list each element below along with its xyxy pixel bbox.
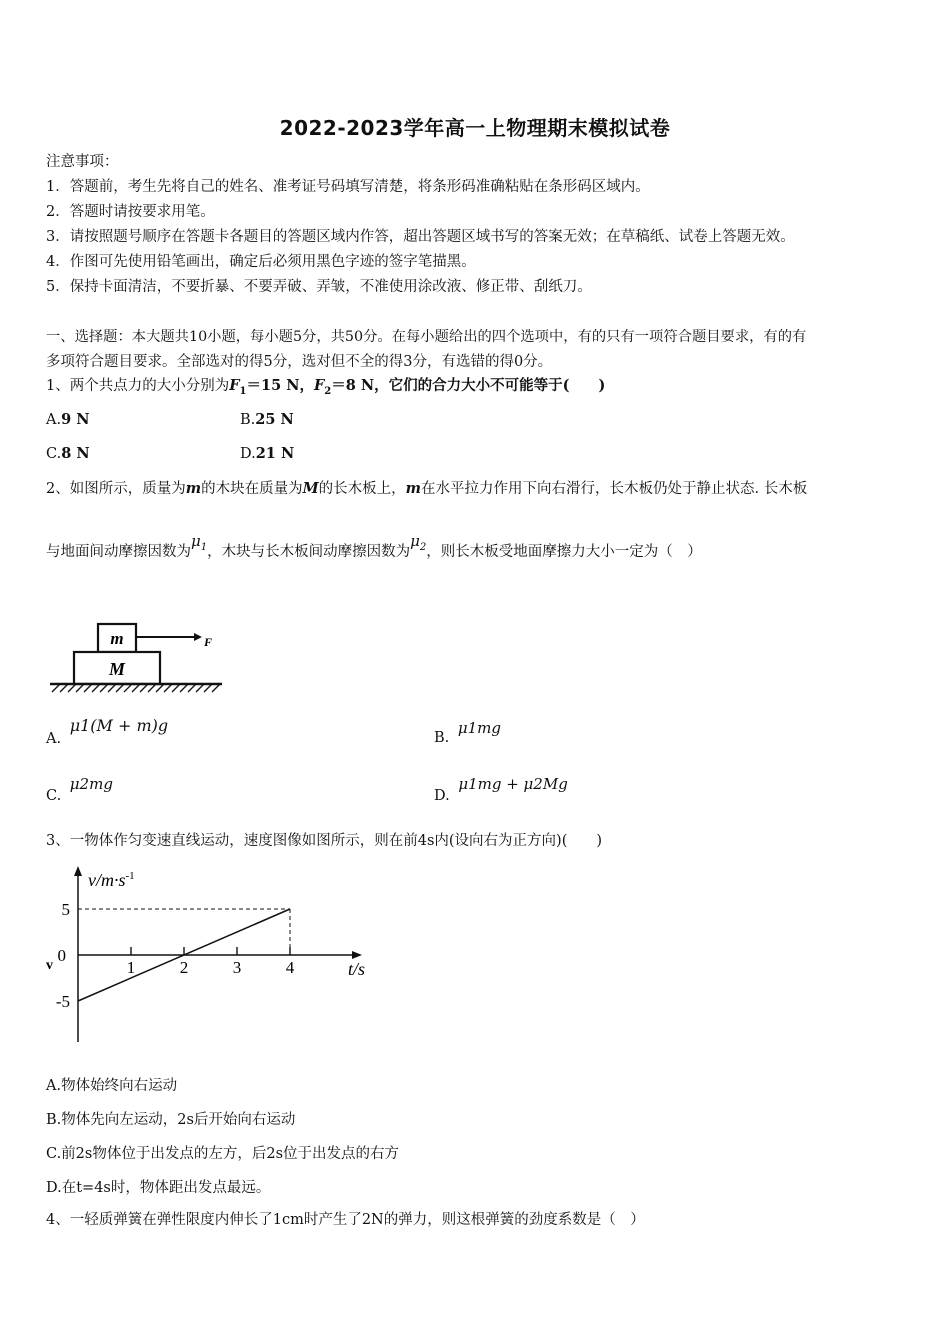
q2-text-d: 在水平拉力作用下向右滑行，长木板仍处于静止状态. 长木板 — [420, 481, 808, 497]
q2-option-d[interactable] — [434, 775, 568, 804]
question-3-stem: 3、一物体作匀变速直线运动，速度图像如图所示，则在前4s内(设向右为正方向)( ) — [46, 833, 603, 849]
q2-mu2 — [410, 532, 427, 553]
q3-option-a[interactable]: A.物体始终向右运动 — [46, 1078, 178, 1094]
q1-option-b-text: 25 N — [255, 411, 294, 428]
question-2-stem-line-1 — [46, 479, 807, 499]
q1-option-b[interactable] — [240, 411, 294, 428]
q1-option-c-letter: C. — [46, 446, 62, 462]
q2-mass-m-2: m — [405, 480, 421, 497]
y-axis-label: $v/m\cdot s^{-1}$ — [88, 870, 135, 890]
q1-prefix: 1、两个共点力的大小分别为 — [46, 378, 230, 394]
x-axis-label: t/s — [348, 959, 366, 979]
q2-option-b-expr: μ1mg — [457, 719, 501, 737]
x-tick-label-2: 2 — [179, 958, 189, 977]
q1-option-c-text: 8 N — [61, 445, 90, 462]
y-tick-label-5: 5 — [61, 900, 70, 919]
q3-option-b[interactable]: B.物体先向左运动，2s后开始向右运动 — [46, 1112, 296, 1128]
q2-option-c-letter: C. — [46, 788, 62, 804]
q2-option-a[interactable] — [46, 716, 169, 747]
q1-option-d[interactable] — [240, 445, 294, 462]
q2-mu1-sub: 1 — [200, 542, 208, 553]
force-arrow-head — [194, 633, 202, 641]
q1-option-a-letter: A. — [46, 412, 62, 428]
q2-text-e: 与地面间动摩擦因数为 — [46, 544, 191, 560]
page-title: 2022-2023学年高一上物理期末模拟试卷 — [279, 116, 671, 140]
q2-mu1 — [191, 532, 208, 553]
notice-item-1: 1．答题前，考生先将自己的姓名、准考证号码填写清楚，将条形码准确粘贴在条形码区域内。 — [46, 179, 650, 195]
q2-option-a-expr: μ1(M + m)g — [69, 716, 169, 735]
q2-text-a: 2、如图所示，质量为 — [46, 481, 186, 497]
q1-f1: F — [229, 377, 240, 394]
q2-text-c: 的长木板上， — [318, 481, 406, 497]
y-tick-label--5: -5 — [55, 992, 70, 1011]
notice-heading: 注意事项： — [46, 154, 119, 170]
q1-f2-value: ＝8 N，它们的合力大小不可能等于( ) — [331, 377, 606, 394]
ground-hatching — [52, 684, 220, 692]
q1-option-b-letter: B. — [240, 412, 256, 428]
q1-f2: F — [313, 377, 325, 394]
notice-item-2: 2．答题时请按要求用笔。 — [46, 204, 215, 220]
y-tick-label-0: 0 — [57, 946, 66, 965]
q2-mu2-symbol: μ — [410, 532, 420, 550]
q2-blocks-figure — [46, 618, 228, 696]
q2-mu2-sub: 2 — [419, 542, 427, 553]
question-1-stem — [46, 376, 605, 402]
q2-option-b-letter: B. — [434, 730, 450, 746]
q2-option-d-expr: μ1mg + μ2Mg — [458, 775, 568, 793]
q1-option-c[interactable] — [46, 445, 90, 462]
x-tick-label-3: 3 — [232, 958, 242, 977]
q2-option-a-letter: A. — [46, 731, 62, 747]
y-axis-arrow — [74, 866, 82, 876]
question-2-stem-line-2 — [46, 532, 702, 568]
q3-option-d[interactable]: D.在t=4s时，物体距出发点最远。 — [46, 1180, 271, 1196]
q2-text-g: ，则长木板受地面摩擦力大小一定为（ ） — [426, 544, 702, 560]
q1-f2-sub: 2 — [324, 385, 332, 397]
notice-item-4: 4．作图可先使用铅笔画出，确定后必须用黑色字迹的签字笔描黑。 — [46, 254, 476, 270]
q2-mass-m: m — [185, 480, 202, 497]
q2-text-f: ，木块与长木板间动摩擦因数为 — [207, 544, 411, 560]
section-intro-line-1: 一、选择题：本大题共10小题，每小题5分，共50分。在每小题给出的四个选项中，有的只有一项符合题目要求，有的有 — [46, 329, 807, 345]
small-block-label: m — [110, 629, 124, 648]
x-tick-label-1: 1 — [126, 958, 136, 977]
q2-option-c[interactable] — [46, 775, 113, 804]
q3-velocity-time-chart — [40, 862, 380, 1044]
x-axis-arrow — [352, 951, 362, 959]
x-tick-label-4: 4 — [285, 958, 295, 977]
large-block-label: M — [108, 659, 126, 679]
q2-option-d-letter: D. — [434, 788, 450, 804]
v-side-label: v — [46, 958, 53, 973]
q2-mass-M: M — [302, 480, 319, 497]
section-intro-line-2: 多项符合题目要求。全部选对的得5分，选对但不全的得3分，有选错的得0分。 — [46, 354, 553, 370]
q1-option-a-text: 9 N — [61, 411, 90, 428]
q1-option-d-text: 21 N — [255, 445, 295, 462]
force-label: F — [204, 635, 213, 649]
q1-f1-sub: 1 — [239, 385, 247, 397]
notice-item-5: 5．保持卡面清洁，不要折暴、不要弄破、弄皱，不准使用涂改液、修正带、刮纸刀。 — [46, 279, 592, 295]
q2-option-b[interactable] — [434, 719, 501, 746]
q1-f1-value: ＝15 N， — [246, 377, 314, 394]
notice-item-3: 3．请按照题号顺序在答题卡各题目的答题区域内作答，超出答题区域书写的答案无效；在草稿纸、试卷上答题无效。 — [46, 229, 795, 245]
q3-option-c[interactable]: C.前2s物体位于出发点的左方，后2s位于出发点的右方 — [46, 1146, 400, 1162]
q1-option-a[interactable] — [46, 411, 90, 428]
question-4-stem: 4、一轻质弹簧在弹性限度内伸长了1cm时产生了2N的弹力，则这根弹簧的劲度系数是（ ） — [46, 1212, 645, 1228]
q2-mu1-symbol: μ — [191, 532, 201, 550]
q1-option-d-letter: D. — [240, 446, 256, 462]
q2-text-b: 的木块在质量为 — [201, 481, 303, 497]
q2-option-c-expr: μ2mg — [69, 775, 113, 793]
